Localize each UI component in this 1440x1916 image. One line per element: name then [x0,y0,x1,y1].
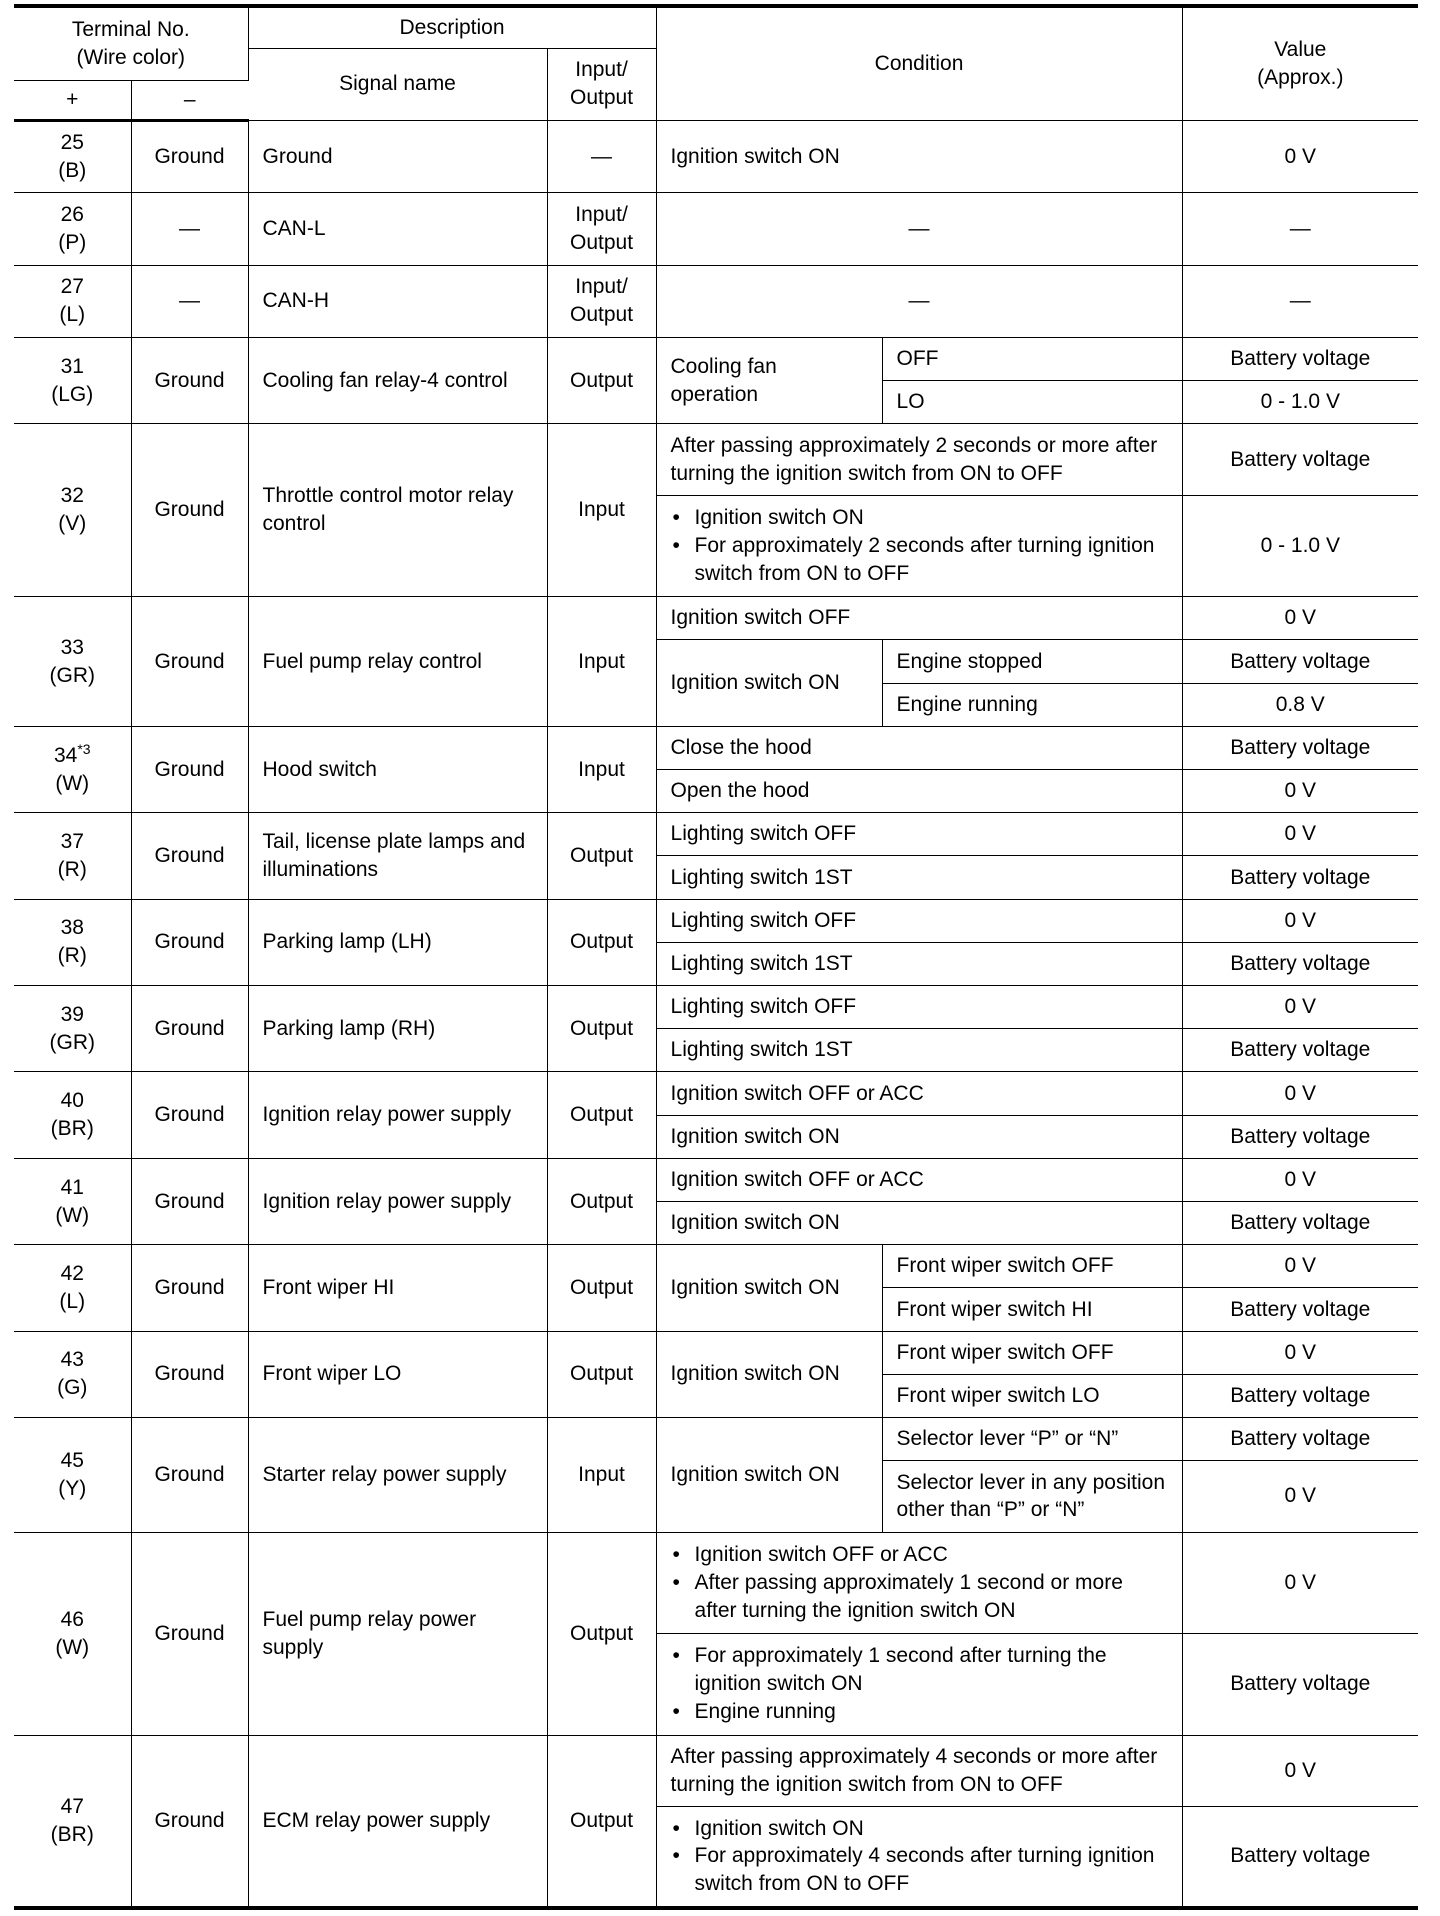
io-cell: Input [547,597,656,727]
footnote-marker: *3 [77,740,91,757]
sub-condition-cell: Front wiper switch OFF [882,1331,1182,1374]
minus-cell: Ground [131,1735,248,1908]
minus-cell: Ground [131,338,248,424]
condition-cell: Ignition switch ON [656,1245,882,1331]
value-cell: Battery voltage [1182,1288,1418,1331]
io-cell: Input [547,1418,656,1533]
header-description: Description [248,6,656,48]
condition-cell: After passing approximately 2 seconds or more after turning the ignition switch from ON to OFF [656,424,1182,495]
header-input-output: Input/ Output [547,48,656,120]
header-value: Value (Approx.) [1182,6,1418,121]
condition-cell: Lighting switch 1ST [656,856,1182,899]
condition-list [671,504,1168,588]
io-cell: — [547,121,656,193]
value-cell: — [1182,265,1418,337]
terminal-number: 34 [53,743,78,767]
table-row [14,193,1418,265]
terminal-cell: 42 (L) [14,1245,131,1331]
table-row [14,1072,1418,1115]
condition-cell [656,1532,1182,1633]
minus-cell: Ground [131,1245,248,1331]
table-row [14,986,1418,1029]
list-item: • Engine running [671,1698,1168,1726]
condition-cell: Ignition switch OFF or ACC [656,1158,1182,1201]
condition-cell: Ignition switch ON [656,640,882,726]
value-cell: 0 V [1182,1245,1418,1288]
list-item: • After passing approximately 1 second or more after turning the ignition switch ON [671,1569,1168,1625]
terminal-cell: 38 (R) [14,899,131,985]
sub-condition-cell: Engine running [882,683,1182,726]
table-row [14,1735,1418,1806]
signal-cell: Throttle control motor relay control [248,424,547,597]
minus-cell: — [131,265,248,337]
terminal-spec-table [14,4,1418,1910]
io-cell: Input [547,726,656,812]
list-item: • Ignition switch OFF or ACC [671,1541,1168,1569]
header-condition: Condition [656,6,1182,121]
value-cell: 0 V [1182,1158,1418,1201]
io-cell: Input/ Output [547,265,656,337]
condition-cell: Lighting switch OFF [656,899,1182,942]
value-cell: 0 V [1182,770,1418,813]
condition-cell: Lighting switch OFF [656,813,1182,856]
sub-condition-cell: LO [882,381,1182,424]
value-cell: Battery voltage [1182,424,1418,495]
minus-cell: Ground [131,424,248,597]
value-cell: 0 V [1182,1461,1418,1532]
table-row [14,1245,1418,1288]
sub-condition-cell: Engine stopped [882,640,1182,683]
minus-cell: Ground [131,1418,248,1533]
value-cell: Battery voltage [1182,338,1418,381]
value-cell: 0 V [1182,899,1418,942]
condition-cell: Open the hood [656,770,1182,813]
io-cell: Input [547,424,656,597]
io-cell: Output [547,899,656,985]
signal-cell: Parking lamp (LH) [248,899,547,985]
value-cell: Battery voltage [1182,942,1418,985]
list-item: • For approximately 2 seconds after turning ignition switch from ON to OFF [671,532,1168,588]
value-cell: 0 V [1182,121,1418,193]
table-row [14,338,1418,381]
value-cell: 0 V [1182,813,1418,856]
io-cell: Output [547,1331,656,1417]
value-cell: 0 V [1182,986,1418,1029]
terminal-cell: 41 (W) [14,1158,131,1244]
value-cell: Battery voltage [1182,1634,1418,1735]
minus-cell: Ground [131,597,248,727]
signal-cell: CAN-L [248,193,547,265]
minus-cell: Ground [131,1072,248,1158]
condition-cell: Ignition switch OFF [656,597,1182,640]
minus-cell: — [131,193,248,265]
terminal-cell: 40 (BR) [14,1072,131,1158]
value-cell: 0 - 1.0 V [1182,381,1418,424]
value-cell: Battery voltage [1182,1115,1418,1158]
condition-list [671,1541,1168,1625]
condition-list [671,1642,1168,1726]
signal-cell: Cooling fan relay-4 control [248,338,547,424]
value-cell: Battery voltage [1182,640,1418,683]
io-cell: Output [547,1158,656,1244]
minus-cell: Ground [131,121,248,193]
signal-cell: Ignition relay power supply [248,1158,547,1244]
minus-cell: Ground [131,986,248,1072]
condition-cell: Lighting switch 1ST [656,1029,1182,1072]
sub-condition-cell: OFF [882,338,1182,381]
value-cell: 0 - 1.0 V [1182,495,1418,596]
table-row [14,265,1418,337]
terminal-cell: 32 (V) [14,424,131,597]
condition-cell: Ignition switch OFF or ACC [656,1072,1182,1115]
minus-cell: Ground [131,1158,248,1244]
condition-cell: After passing approximately 4 seconds or more after turning the ignition switch from ON to OFF [656,1735,1182,1806]
signal-cell: Front wiper HI [248,1245,547,1331]
value-cell: 0 V [1182,1072,1418,1115]
condition-cell: Ignition switch ON [656,1202,1182,1245]
sub-condition-cell: Selector lever in any position other than “P” or “N” [882,1461,1182,1532]
header-row-1 [14,6,1418,48]
signal-cell: Ground [248,121,547,193]
value-cell: Battery voltage [1182,1418,1418,1461]
condition-cell: Cooling fan operation [656,338,882,424]
signal-cell: Fuel pump relay control [248,597,547,727]
condition-cell: Close the hood [656,726,1182,769]
table-row [14,121,1418,193]
io-cell: Output [547,1735,656,1908]
condition-cell [656,1634,1182,1735]
value-cell: Battery voltage [1182,1806,1418,1908]
table-row [14,1331,1418,1374]
value-cell: Battery voltage [1182,1029,1418,1072]
signal-cell: ECM relay power supply [248,1735,547,1908]
value-cell: Battery voltage [1182,726,1418,769]
value-cell: Battery voltage [1182,856,1418,899]
signal-cell: Starter relay power supply [248,1418,547,1533]
terminal-cell: 43 (G) [14,1331,131,1417]
value-cell: Battery voltage [1182,1202,1418,1245]
table-row [14,1532,1418,1633]
sub-condition-cell: Front wiper switch LO [882,1374,1182,1417]
header-signal-name: Signal name [248,48,547,120]
value-cell: 0 V [1182,597,1418,640]
condition-cell [656,1806,1182,1908]
condition-cell: Ignition switch ON [656,1418,882,1533]
io-cell: Output [547,338,656,424]
value-cell: 0.8 V [1182,683,1418,726]
condition-list [671,1815,1168,1899]
signal-cell: Tail, license plate lamps and illuminations [248,813,547,899]
list-item: • Ignition switch ON [671,1815,1168,1843]
value-cell: Battery voltage [1182,1374,1418,1417]
signal-cell: CAN-H [248,265,547,337]
io-cell: Output [547,1245,656,1331]
list-item: • For approximately 1 second after turning the ignition switch ON [671,1642,1168,1698]
terminal-cell: 27 (L) [14,265,131,337]
terminal-cell: 31 (LG) [14,338,131,424]
io-cell: Output [547,813,656,899]
signal-cell: Front wiper LO [248,1331,547,1417]
io-cell: Output [547,1532,656,1735]
value-cell: 0 V [1182,1532,1418,1633]
wire-color: (W) [55,771,90,795]
table-row [14,1158,1418,1201]
minus-cell: Ground [131,726,248,812]
terminal-cell: 33 (GR) [14,597,131,727]
header-plus: + [14,80,131,120]
terminal-cell: 45 (Y) [14,1418,131,1533]
io-cell: Input/ Output [547,193,656,265]
signal-cell: Fuel pump relay power supply [248,1532,547,1735]
minus-cell: Ground [131,813,248,899]
signal-cell: Ignition relay power supply [248,1072,547,1158]
condition-cell: Ignition switch ON [656,1331,882,1417]
condition-cell: Ignition switch ON [656,121,1182,193]
io-cell: Output [547,986,656,1072]
signal-cell: Parking lamp (RH) [248,986,547,1072]
terminal-cell: 46 (W) [14,1532,131,1735]
condition-cell: Lighting switch OFF [656,986,1182,1029]
header-terminal-no [14,6,248,80]
minus-cell: Ground [131,899,248,985]
terminal-cell: 26 (P) [14,193,131,265]
list-item: • For approximately 4 seconds after turning ignition switch from ON to OFF [671,1842,1168,1898]
terminal-cell: 37 (R) [14,813,131,899]
io-cell: Output [547,1072,656,1158]
condition-cell [656,495,1182,596]
terminal-no-label: Terminal No. [71,17,190,41]
table-row [14,1418,1418,1461]
terminal-cell: 25 (B) [14,121,131,193]
table-row [14,899,1418,942]
header-minus: – [131,80,248,120]
sub-condition-cell: Front wiper switch HI [882,1288,1182,1331]
minus-cell: Ground [131,1331,248,1417]
signal-cell: Hood switch [248,726,547,812]
terminal-cell: 47 (BR) [14,1735,131,1908]
condition-cell: Ignition switch ON [656,1115,1182,1158]
value-cell: — [1182,193,1418,265]
value-cell: 0 V [1182,1735,1418,1806]
table-row [14,813,1418,856]
condition-cell: — [656,265,1182,337]
condition-cell: — [656,193,1182,265]
list-item: • Ignition switch ON [671,504,1168,532]
condition-cell: Lighting switch 1ST [656,942,1182,985]
table-row [14,424,1418,495]
terminal-cell [14,726,131,812]
table-row [14,726,1418,769]
table-row [14,597,1418,640]
value-cell: 0 V [1182,1331,1418,1374]
minus-cell: Ground [131,1532,248,1735]
sub-condition-cell: Front wiper switch OFF [882,1245,1182,1288]
wire-color-label: (Wire color) [76,45,185,69]
terminal-cell: 39 (GR) [14,986,131,1072]
sub-condition-cell: Selector lever “P” or “N” [882,1418,1182,1461]
